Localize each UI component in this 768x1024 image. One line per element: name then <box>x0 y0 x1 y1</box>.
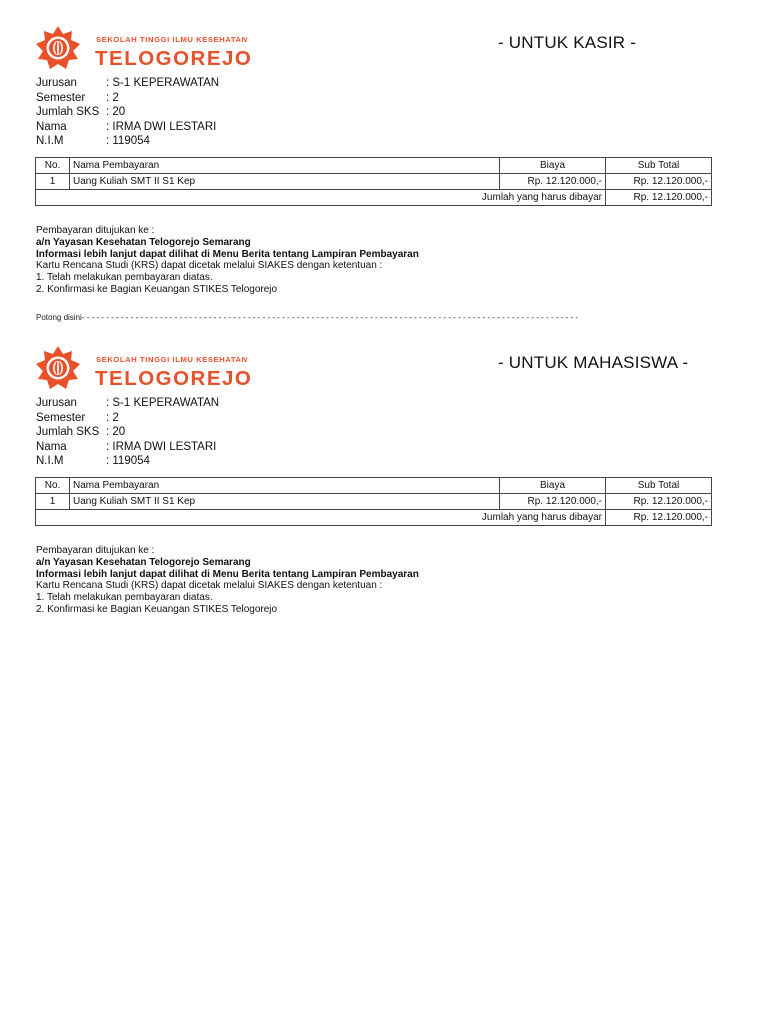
note-line: Informasi lebih lanjut dapat dilihat di Menu Berita tentang Lampiran Pembayaran <box>36 568 419 580</box>
note-line: 2. Konfirmasi ke Bagian Keuangan STIKES Telogorejo <box>36 283 278 295</box>
info-label: Jumlah SKS <box>36 426 100 439</box>
svg-text:SEKOLAH TINGGI ILMU KESEHATAN: SEKOLAH TINGGI ILMU KESEHATAN <box>96 35 248 44</box>
info-label: Jurusan <box>36 77 77 89</box>
cut-line: Potong disini- - - - - - - - - - - - - - - - - - - - - - - - - - - - - - - - - - - - - - - - - - - - - - - - - - - - - - - - - - - - - - - - - - - - - - - - - - - - - - - - - - - - - - - - - - - - - - - - - - - - - - <box>36 313 579 322</box>
payment-notes <box>36 545 419 616</box>
copy-heading: - UNTUK KASIR - <box>498 33 637 52</box>
column-header: No. <box>36 158 70 174</box>
receipt-copy <box>0 0 768 300</box>
total-label: Jumlah yang harus dibayar <box>36 510 606 526</box>
table-cell: Uang Kuliah SMT II S1 Kep <box>70 174 500 190</box>
info-label: Jurusan <box>36 397 77 409</box>
table-row <box>36 174 712 190</box>
note-line: 2. Konfirmasi ke Bagian Keuangan STIKES Telogorejo <box>36 603 278 615</box>
info-value: : 20 <box>106 106 126 119</box>
info-value: : 2 <box>106 91 119 104</box>
note-line: Pembayaran ditujukan ke : <box>36 545 155 556</box>
info-label: N.I.M <box>36 455 64 468</box>
receipt-copy <box>0 320 768 620</box>
table-header-row <box>36 478 712 494</box>
column-header: Sub Total <box>606 478 712 494</box>
note-line: Pembayaran ditujukan ke : <box>36 225 155 236</box>
stikes-telogorejo-logo <box>34 24 254 72</box>
payment-notes <box>36 225 419 296</box>
info-label: Semester <box>36 411 86 424</box>
column-header: Nama Pembayaran <box>70 478 500 494</box>
total-row <box>36 190 712 206</box>
stikes-telogorejo-logo <box>34 344 254 392</box>
table-cell: Uang Kuliah SMT II S1 Kep <box>70 494 500 510</box>
note-line: Kartu Rencana Studi (KRS) dapat dicetak melalui SIAKES dengan ketentuan : <box>36 580 383 592</box>
column-header: Sub Total <box>606 158 712 174</box>
svg-text:TELOGOREJO: TELOGOREJO <box>95 47 253 70</box>
note-line: a/n Yayasan Kesehatan Telogorejo Semarang <box>36 236 251 248</box>
payment-table <box>35 477 712 526</box>
total-row <box>36 510 712 526</box>
total-value: Rp. 12.120.000,- <box>606 190 712 206</box>
column-header: Biaya <box>500 158 606 174</box>
info-value: : S-1 KEPERAWATAN <box>106 77 220 89</box>
copy-heading: - UNTUK MAHASISWA - <box>498 353 689 372</box>
table-row <box>36 494 712 510</box>
table-cell: Rp. 12.120.000,- <box>606 494 712 510</box>
total-label: Jumlah yang harus dibayar <box>36 190 606 206</box>
info-label: Nama <box>36 440 67 453</box>
column-header: No. <box>36 478 70 494</box>
info-value: : S-1 KEPERAWATAN <box>106 397 220 409</box>
note-line: a/n Yayasan Kesehatan Telogorejo Semarang <box>36 556 251 568</box>
table-cell: 1 <box>36 174 70 190</box>
payment-table <box>35 157 712 206</box>
info-value: : IRMA DWI LESTARI <box>106 120 217 133</box>
note-line: Kartu Rencana Studi (KRS) dapat dicetak melalui SIAKES dengan ketentuan : <box>36 260 383 272</box>
table-cell: Rp. 12.120.000,- <box>500 494 606 510</box>
table-header-row <box>36 158 712 174</box>
table-cell: 1 <box>36 494 70 510</box>
table-cell: Rp. 12.120.000,- <box>606 174 712 190</box>
note-line: 1. Telah melakukan pembayaran diatas. <box>36 592 213 604</box>
info-label: Semester <box>36 91 86 104</box>
info-label: N.I.M <box>36 135 64 148</box>
note-line: 1. Telah melakukan pembayaran diatas. <box>36 272 213 284</box>
info-value: : IRMA DWI LESTARI <box>106 440 217 453</box>
info-value: : 119054 <box>106 135 150 148</box>
column-header: Nama Pembayaran <box>70 158 500 174</box>
total-value: Rp. 12.120.000,- <box>606 510 712 526</box>
svg-text:SEKOLAH TINGGI ILMU KESEHATAN: SEKOLAH TINGGI ILMU KESEHATAN <box>96 355 248 364</box>
info-value: : 2 <box>106 411 119 424</box>
info-label: Nama <box>36 120 67 133</box>
table-cell: Rp. 12.120.000,- <box>500 174 606 190</box>
info-value: : 20 <box>106 426 126 439</box>
note-line: Informasi lebih lanjut dapat dilihat di Menu Berita tentang Lampiran Pembayaran <box>36 248 419 260</box>
info-value: : 119054 <box>106 455 150 468</box>
svg-text:TELOGOREJO: TELOGOREJO <box>95 367 253 390</box>
column-header: Biaya <box>500 478 606 494</box>
info-label: Jumlah SKS <box>36 106 100 119</box>
